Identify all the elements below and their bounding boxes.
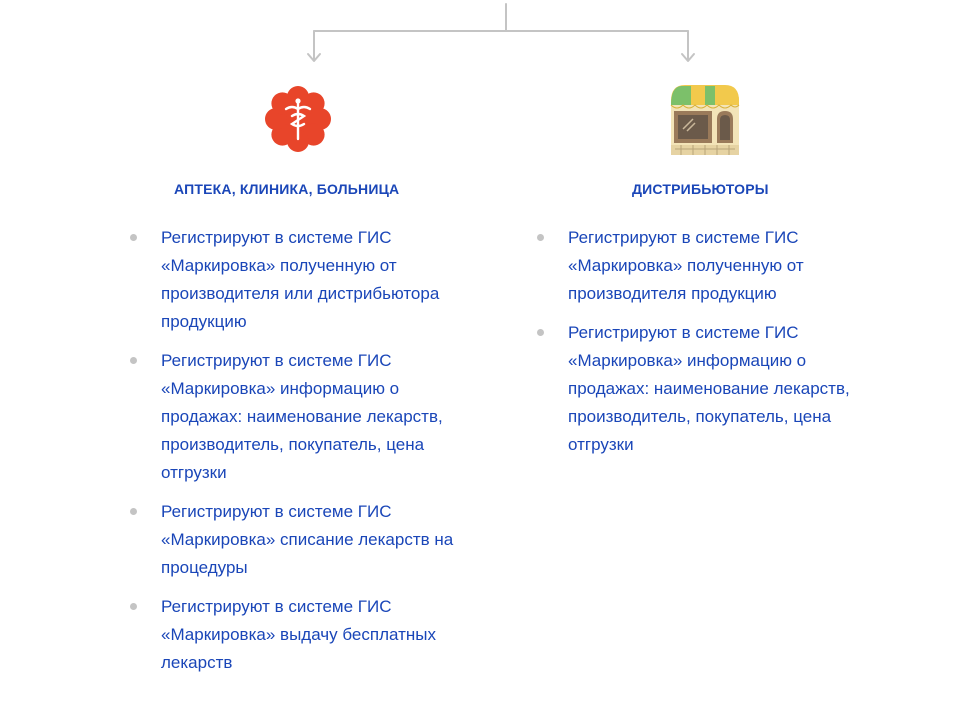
- bullet-dot: [130, 508, 137, 515]
- list-item-text: Регистрируют в системе ГИС «Маркировка» полученную от производителя или дистрибьютора продукцию: [161, 228, 440, 331]
- list-item-text: Регистрируют в системе ГИС «Маркировка» списание лекарств на процедуры: [161, 502, 454, 577]
- branch-connector: [0, 0, 961, 70]
- medical-caduceus-icon: [262, 83, 334, 155]
- list-item: [128, 498, 473, 582]
- storefront-icon: [669, 83, 741, 155]
- list-item-text: Регистрируют в системе ГИС «Маркировка» информацию о продажах: наименование лекарств, производитель, покупатель, цена отгрузки: [161, 351, 443, 482]
- list-item-text: Регистрируют в системе ГИС «Маркировка» выдачу бесплатных лекарств: [161, 597, 436, 672]
- bullet-dot: [130, 357, 137, 364]
- list-item-text: Регистрируют в системе ГИС «Маркировка» полученную от производителя продукцию: [568, 228, 804, 303]
- list-item-text: Регистрируют в системе ГИС «Маркировка» информацию о продажах: наименование лекарств, производитель, покупатель, цена отгрузки: [568, 323, 850, 454]
- list-item: [128, 224, 473, 336]
- bullet-dot: [537, 234, 544, 241]
- bullet-list: [128, 224, 473, 688]
- bullet-dot: [130, 234, 137, 241]
- bullet-dot: [130, 603, 137, 610]
- column-title: АПТЕКА, КЛИНИКА, БОЛЬНИЦА: [174, 181, 400, 197]
- bullet-list: [535, 224, 880, 470]
- list-item: [128, 347, 473, 487]
- list-item: [128, 593, 473, 677]
- list-item: [535, 319, 880, 459]
- list-item: [535, 224, 880, 308]
- bullet-dot: [537, 329, 544, 336]
- column-title: ДИСТРИБЬЮТОРЫ: [632, 181, 769, 197]
